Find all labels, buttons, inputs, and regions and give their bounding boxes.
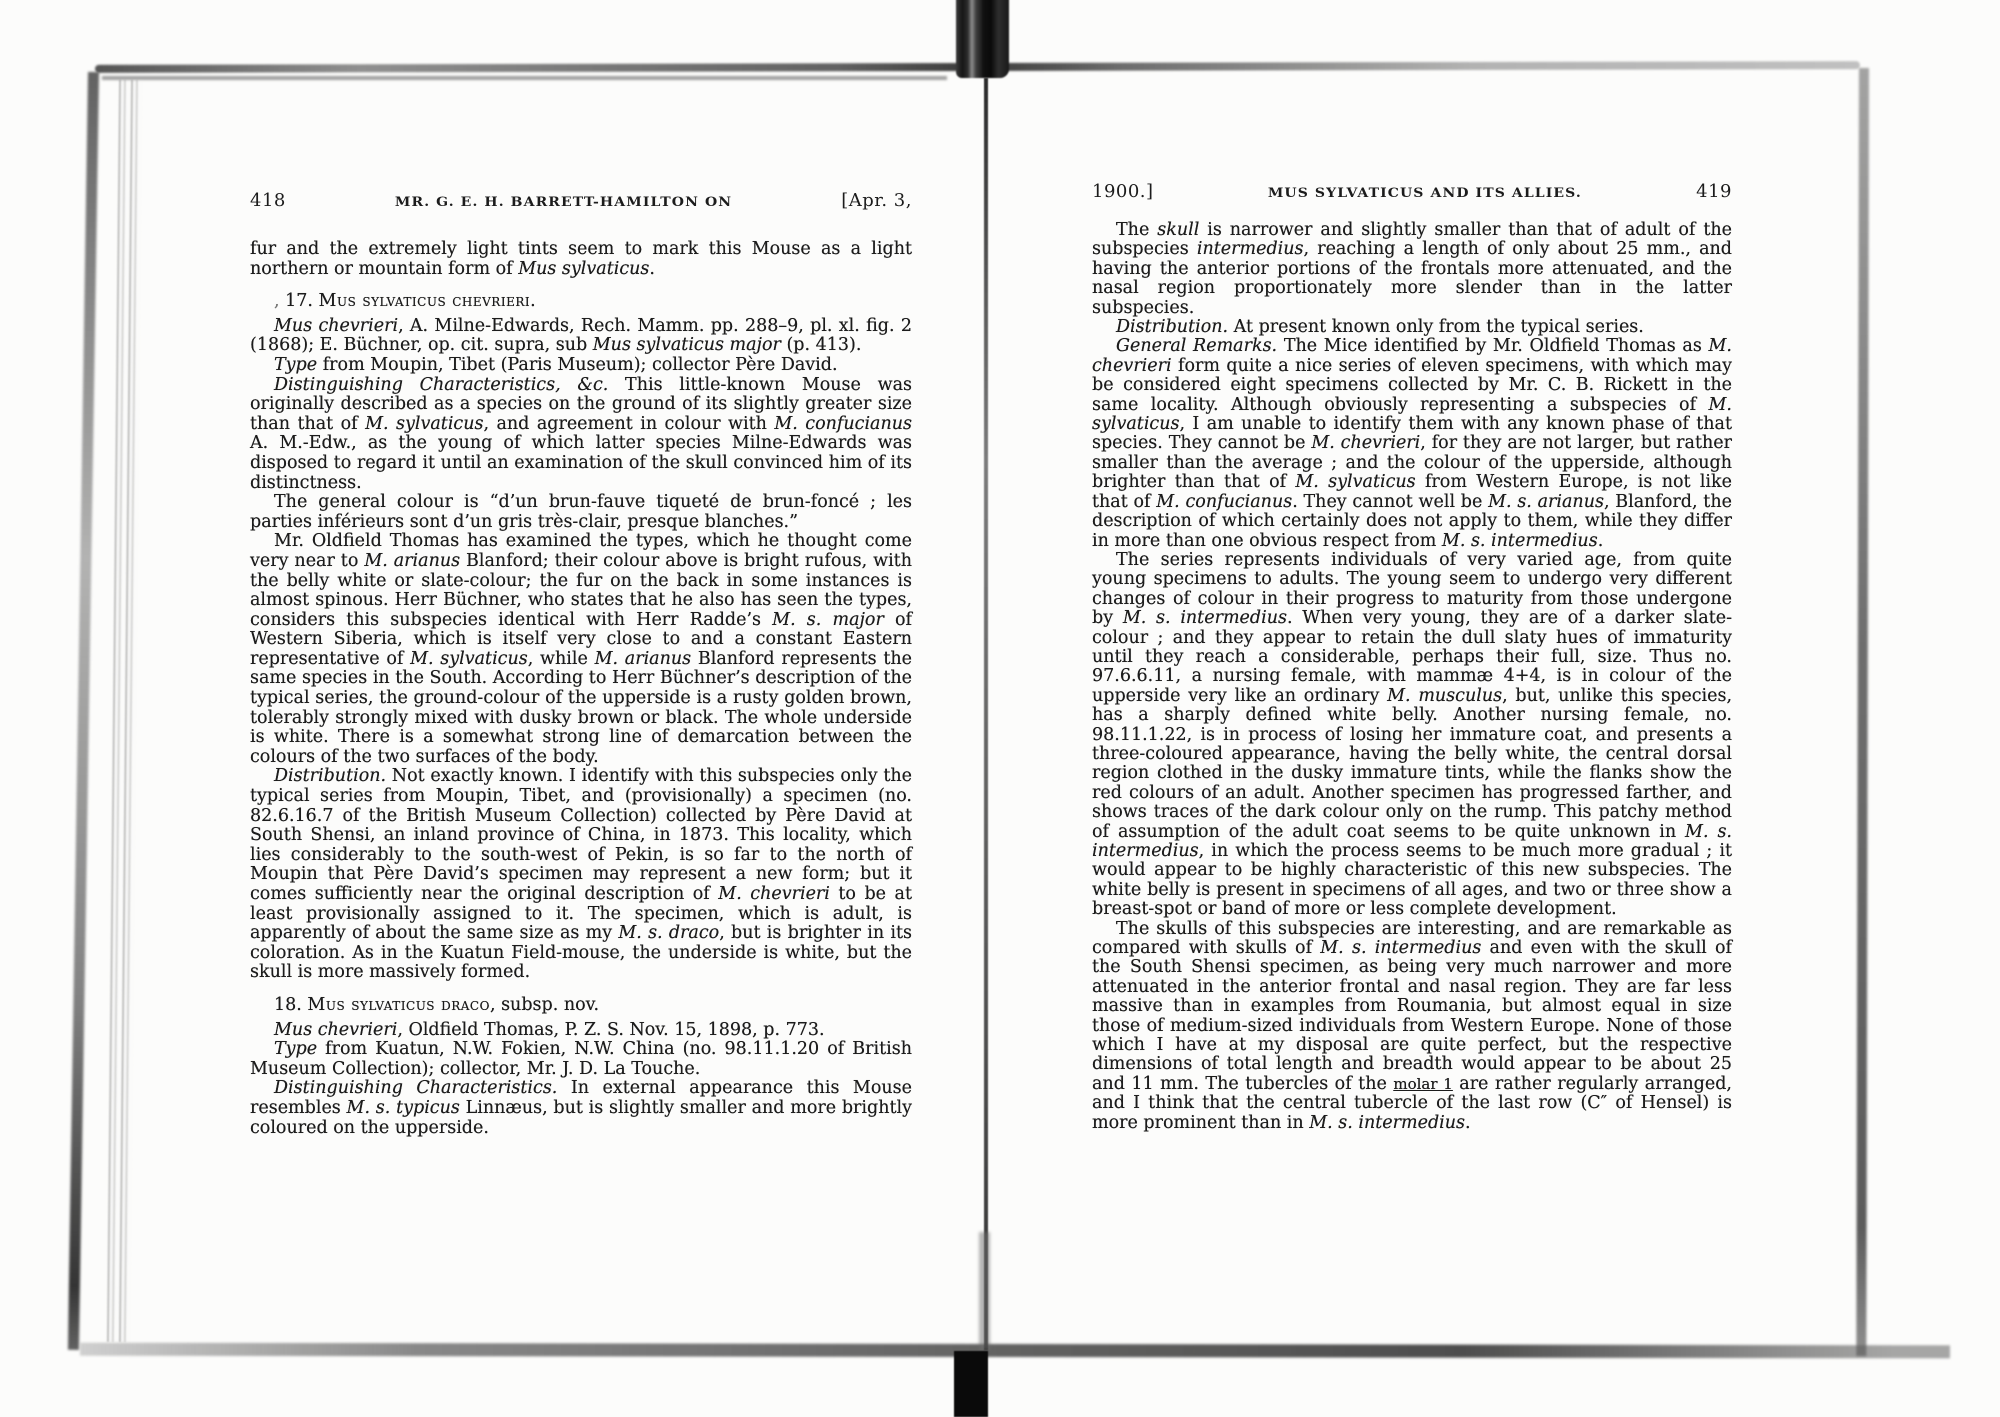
- text-run: , but is brighter in its coloration. As in the Kuatun Field-mouse, the underside is white, but the skull is more massively formed.: [250, 923, 912, 983]
- text-run: , but, unlike this species, has a sharply defined white belly. Another nursing female, no. 98.11.1.22, is in process of losing her immature coat, and presents a three-coloured appearance, having the belly white, the central dorsal region clothed in the dusky immature tints, while the flanks show the red colours of an adult. Another specimen has progressed farther, and shows traces of the dark colour only on the rump. This patchy method of assumption of the adult coat seems to be quite unknown in: [1092, 685, 1733, 842]
- type-paragraph-draco: [250, 1040, 912, 1079]
- text-run: from Kuatun, N.W. Fokien, N.W. China (no. 98.11.1.20 of British Museum Collection); collector, Mr. J. D. La Touche.: [250, 1039, 912, 1079]
- text-run: 18.: [274, 994, 308, 1015]
- text-run: , and agreement in colour with: [483, 413, 775, 434]
- paragraph-continuation: [250, 240, 912, 279]
- text-run: M. s. intermedius: [1092, 821, 1732, 861]
- text-run: Type: [274, 354, 318, 375]
- distribution-paragraph: [250, 767, 912, 983]
- right-year-header: 1900.]: [1092, 181, 1154, 202]
- skull-paragraph: [1092, 221, 1732, 318]
- text-run: , subsp. nov.: [489, 994, 600, 1015]
- text-run: , while: [527, 648, 595, 669]
- book-top-edge-inner: [102, 76, 947, 80]
- book-top-edge: [95, 61, 1860, 73]
- text-run: M. chevrieri: [1092, 336, 1732, 376]
- text-run: Mr. Oldfield Thomas has examined the types, which he thought come very near to: [250, 531, 912, 571]
- text-run: The Mice identified by Mr. Oldfield Thomas as: [1277, 336, 1709, 357]
- text-run: Mus sylvaticus: [518, 258, 650, 279]
- text-run: This little-known Mouse was originally described as a species on the ground of its slightly greater size than that of: [250, 374, 913, 434]
- text-run: . They cannot well be: [1292, 491, 1489, 512]
- text-run: and even with the skull of the South Shensi specimen, as being very much narrower and more attenuated in the anterior frontal and nasal region. They are far less massive than in examples from Roumania, but almost equal in size those of medium-sized individuals from Western Europe. None of those which I have at my disposal are quite perfect, but the respective dimensions of total length and breadth would appear to be about 25 and 11 mm. The tubercles of the: [1092, 938, 1732, 1094]
- text-run: M. s. major: [772, 609, 884, 630]
- text-run: M. s. typicus: [346, 1097, 460, 1118]
- text-run: .: [649, 258, 655, 279]
- distribution-paragraph-draco: [1092, 318, 1732, 337]
- left-running-title: MR. G. E. H. BARRETT-HAMILTON ON: [394, 194, 733, 210]
- text-run: M. sylvaticus: [410, 648, 528, 669]
- text-run: , reaching a length of only about 25 mm., and having the anterior portions of the frontals more attenuated, and the nasal region proportionately more slender than in the latter subspecies.: [1092, 239, 1733, 318]
- oldfield-thomas-paragraph: [250, 532, 912, 767]
- text-run: M. confucianus: [774, 413, 912, 434]
- text-run: Mus chevrieri: [274, 1019, 398, 1040]
- right-page-number: 419: [1696, 181, 1732, 202]
- text-run: (p. 413).: [780, 335, 862, 356]
- book-bottom-edge: [80, 1343, 1950, 1359]
- text-run: to be at least provisionally assigned to it. The specimen, which is adult, is apparently of about the same size as my: [250, 884, 913, 944]
- text-run: from Moupin, Tibet (Paris Museum); collector Père David.: [317, 354, 838, 375]
- type-paragraph: [250, 356, 912, 376]
- text-run: , I am unable to identify them with any known phase of that species. They cannot be: [1092, 414, 1732, 454]
- text-run: fur and the extremely light tints seem to mark this Mouse as a light northern or mountain form of: [250, 239, 912, 279]
- text-run: The general colour is “d’un brun-fauve tiqueté de brun-foncé ; les parties inférieurs sont d’un gris très-clair, presque blanches.”: [250, 492, 912, 532]
- section-heading-17: [250, 292, 912, 312]
- text-run: Not exactly known. I identify with this subspecies only the typical series from Moupin, Tibet, and (provisionally) a specimen (no. 82.6.16.7 of the British Museum Collection) collected by Père David at South Shensi, an inland province of China, in 1873. This locality, which lies considerably to the south-west of Pekin, is so far to the north of Moupin that Père David’s specimen may represent a new form; but it comes sufficiently near the original description of: [250, 766, 912, 904]
- text-run: The series represents individuals of very varied age, from quite young specimens to adults. The young seem to undergo very different changes of colour in their progress to maturity from those undergone by: [1092, 549, 1732, 629]
- text-run: ,: [274, 291, 286, 312]
- text-run: Mus sylvaticus draco: [307, 994, 490, 1015]
- text-run: M. sylvaticus: [1295, 472, 1416, 493]
- right-page-header: [1092, 181, 1732, 202]
- spine-gutter-shadow: [979, 1232, 990, 1350]
- text-run: is narrower and slightly smaller than that of adult of the subspecies: [1092, 220, 1732, 260]
- synonymy-paragraph-draco: [250, 1021, 912, 1041]
- left-page-body: [250, 240, 912, 1138]
- text-run: form quite a nice series of eleven specimens, with which may be considered eight specimens collected by Mr. C. B. Rickett in the same locality. Although obviously representing a subspecies of: [1092, 355, 1732, 415]
- text-run: molar 1: [1393, 1074, 1453, 1093]
- text-run: 17.: [285, 291, 319, 312]
- book-left-page-stack: [107, 80, 143, 1342]
- text-run: , A. Milne-Edwards, Rech. Mamm. pp. 288–9, pl. xl. fig. 2 (1868); E. Büchner, op. cit. supra, sub: [250, 315, 912, 356]
- spine-bottom-tab: [954, 1351, 988, 1417]
- distinguishing-characteristics-paragraph: [250, 376, 912, 494]
- spine-top-tab: [956, 0, 1009, 78]
- right-page-body: [1092, 221, 1732, 1133]
- text-run: M. chevrieri: [718, 884, 830, 904]
- series-age-paragraph: [1092, 551, 1732, 920]
- left-page-header: [250, 190, 912, 211]
- text-run: Type: [274, 1039, 318, 1060]
- book-left-edge: [68, 72, 99, 1350]
- text-run: General Remarks.: [1116, 336, 1278, 357]
- distinguishing-characteristics-draco: [250, 1079, 912, 1138]
- text-run: M. s. intermedius: [1441, 530, 1598, 551]
- text-run: , in which the process seems to be much more gradual ; it would appear to be highly characteristic of this new subspecies. The white belly is present in specimens of all ages, and two or three show a breast-spot or band of more or less complete development.: [1092, 841, 1732, 920]
- text-run: M. arianus: [594, 648, 692, 669]
- text-run: Blanford represents the same species in the South. According to Herr Büchner’s description of the typical series, the ground-colour of the upperside is a rusty golden brown, tolerably strongly mixed with dusky brown or black. The whole underside is white. There is a somewhat strong line of demarcation between the colours of the two surfaces of the body.: [250, 648, 912, 767]
- text-run: M. arianus: [364, 550, 461, 571]
- text-run: M. confucianus: [1156, 491, 1293, 512]
- text-run: M. musculus: [1387, 685, 1503, 706]
- text-run: M. s. arianus: [1488, 491, 1604, 512]
- text-run: M. chevrieri: [1311, 433, 1421, 454]
- text-run: Blanford; their colour above is bright rufous, with the belly white or slate-colour; the fur on the back in some instances is almost spinous. Herr Büchner, who states that he also has seen the types, considers this subspecies identical with Herr Radde’s: [250, 550, 912, 630]
- spine-gutter-line: [984, 78, 988, 1350]
- left-page-number: 418: [250, 190, 286, 211]
- text-run: M. s. intermedius: [1122, 608, 1287, 629]
- text-run: .: [1465, 1112, 1471, 1133]
- text-run: Distribution.: [274, 766, 387, 787]
- text-run: Mus sylvaticus chevrieri.: [318, 291, 537, 312]
- text-run: Linnæus, but is slightly smaller and more brightly coloured on the upperside.: [250, 1097, 913, 1138]
- text-run: M. s. draco: [618, 923, 720, 944]
- text-run: are rather regularly arranged, and I think that the central tubercle of the last row (C″ of Hensel) is more prominent than in: [1092, 1073, 1732, 1133]
- text-run: Distribution.: [1116, 317, 1229, 338]
- text-run: A. M.-Edw., as the young of which latter species Milne-Edwards was disposed to regard it until an examination of the skull convinced him of its distinctness.: [250, 433, 912, 493]
- book-right-edge: [1856, 68, 1869, 1356]
- text-run: Mus sylvaticus major: [592, 335, 781, 356]
- text-run: . When very young, they are of a darker slate-colour ; and they appear to retain the dull slaty hues of immaturity until they reach a considerable, perhaps their full, size. Thus no. 97.6.6.11, a nursing female, with mammæ 4+4, is in colour of the upperside very like an ordinary: [1092, 608, 1733, 706]
- text-run: intermedius: [1196, 239, 1304, 260]
- text-run: M. sylvaticus: [365, 413, 484, 434]
- skulls-remarkable-paragraph: [1092, 920, 1732, 1133]
- text-run: In external appearance this Mouse resembles: [250, 1078, 912, 1118]
- text-run: The: [1116, 220, 1158, 240]
- text-run: of Western Siberia, which is itself very close to and a constant Eastern representative of: [250, 609, 912, 669]
- section-heading-18: [250, 996, 912, 1016]
- text-run: from Western Europe, is not like that of: [1092, 472, 1732, 512]
- text-run: Distinguishing Characteristics.: [274, 1078, 558, 1099]
- text-run: Mus chevrieri: [274, 315, 399, 336]
- text-run: skull: [1157, 220, 1200, 240]
- text-run: At present known only from the typical series.: [1228, 317, 1644, 338]
- text-run: M. sylvaticus: [1092, 394, 1732, 435]
- text-run: M. s. intermedius: [1320, 938, 1482, 959]
- text-run: , Blanford, the description of which certainly does not apply to them, while they differ in more than one obvious respect from: [1092, 491, 1732, 551]
- text-run: .: [1597, 530, 1604, 551]
- general-remarks-paragraph: [1092, 337, 1732, 550]
- right-running-title: MUS SYLVATICUS AND ITS ALLIES.: [1267, 185, 1582, 201]
- general-colour-paragraph: [250, 493, 912, 532]
- text-run: The skulls of this subspecies are interesting, and are remarkable as compared with skulls of: [1092, 918, 1732, 959]
- text-run: , for they are not larger, but rather smaller than the average ; and the colour of the upperside, although brighter than that of: [1092, 433, 1733, 493]
- text-run: , Oldfield Thomas, P. Z. S. Nov. 15, 1898, p. 773.: [397, 1019, 825, 1040]
- text-run: M. s. intermedius: [1309, 1112, 1465, 1133]
- left-date-header: [Apr. 3,: [841, 190, 912, 211]
- text-run: Distinguishing Characteristics, &c.: [274, 374, 609, 395]
- synonymy-paragraph: [250, 317, 912, 356]
